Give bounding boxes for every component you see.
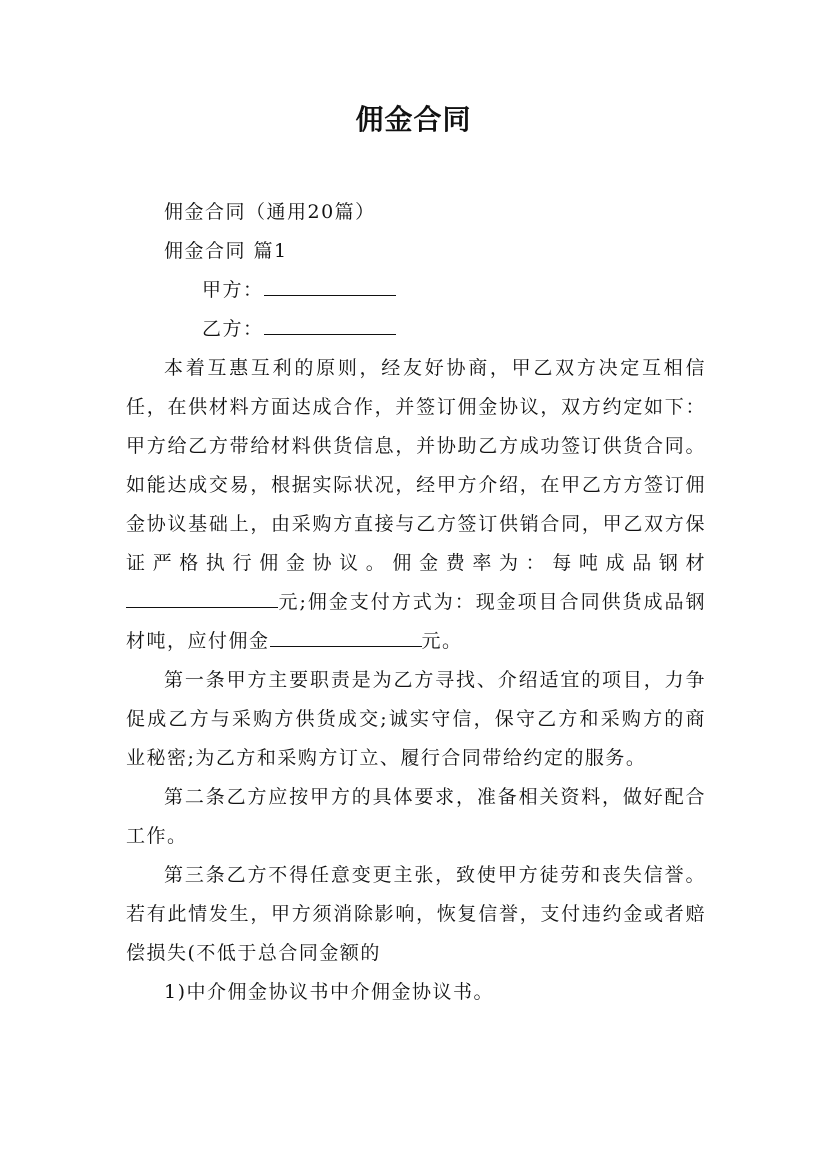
document-body bbox=[126, 193, 706, 1012]
intro-unit-2: 元。 bbox=[421, 630, 463, 652]
intro-text: 本着互惠互利的原则，经友好协商，甲乙双方决定互相信任，在供材料方面达成合作，并签订佣金协议，双方约定如下：甲方给乙方带给材料供货信息，并协助乙方成功签订供货合同。如能达成交易，根据实际状况，经甲方介绍，在甲乙方方签订佣金协议基础上，由采购方直接与乙方签订供销合同，甲乙双方保证严格执行佣金协议。佣金费率为：每吨成品钢材 bbox=[126, 357, 706, 574]
article-1: 第一条甲方主要职责是为乙方寻找、介绍适宜的项目，力争促成乙方与采购方供货成交;诚实守信，保守乙方和采购方的商业秘密;为乙方和采购方订立、履行合同带给约定的服务。 bbox=[126, 669, 706, 769]
party-a-blank[interactable] bbox=[264, 273, 396, 296]
fee-rate-blank[interactable] bbox=[126, 585, 278, 608]
commission-amount-blank[interactable] bbox=[270, 624, 422, 647]
party-b-blank[interactable] bbox=[264, 312, 396, 335]
party-a-label: 甲方： bbox=[202, 279, 264, 301]
document-subtitle: 佣金合同（通用20篇） bbox=[164, 201, 376, 223]
intro-paragraph bbox=[126, 349, 706, 661]
intro-unit-1: 元;佣金支付方式为：现金项目合同供货成品钢材吨，应付佣金 bbox=[126, 591, 706, 652]
party-a-line bbox=[126, 271, 706, 310]
section-heading: 佣金合同 篇1 bbox=[164, 240, 288, 262]
party-b-label: 乙方： bbox=[202, 318, 264, 340]
document-title: 佣金合同 bbox=[355, 103, 472, 136]
list-item-1: 1)中介佣金协议书中介佣金协议书。 bbox=[164, 981, 495, 1003]
party-b-line bbox=[126, 310, 706, 349]
article-3: 第三条乙方不得任意变更主张，致使甲方徒劳和丧失信誉。若有此情发生，甲方须消除影响，恢复信誉，支付违约金或者赔偿损失(不低于总合同金额的 bbox=[126, 864, 706, 964]
article-2: 第二条乙方应按甲方的具体要求，准备相关资料，做好配合工作。 bbox=[126, 786, 706, 847]
